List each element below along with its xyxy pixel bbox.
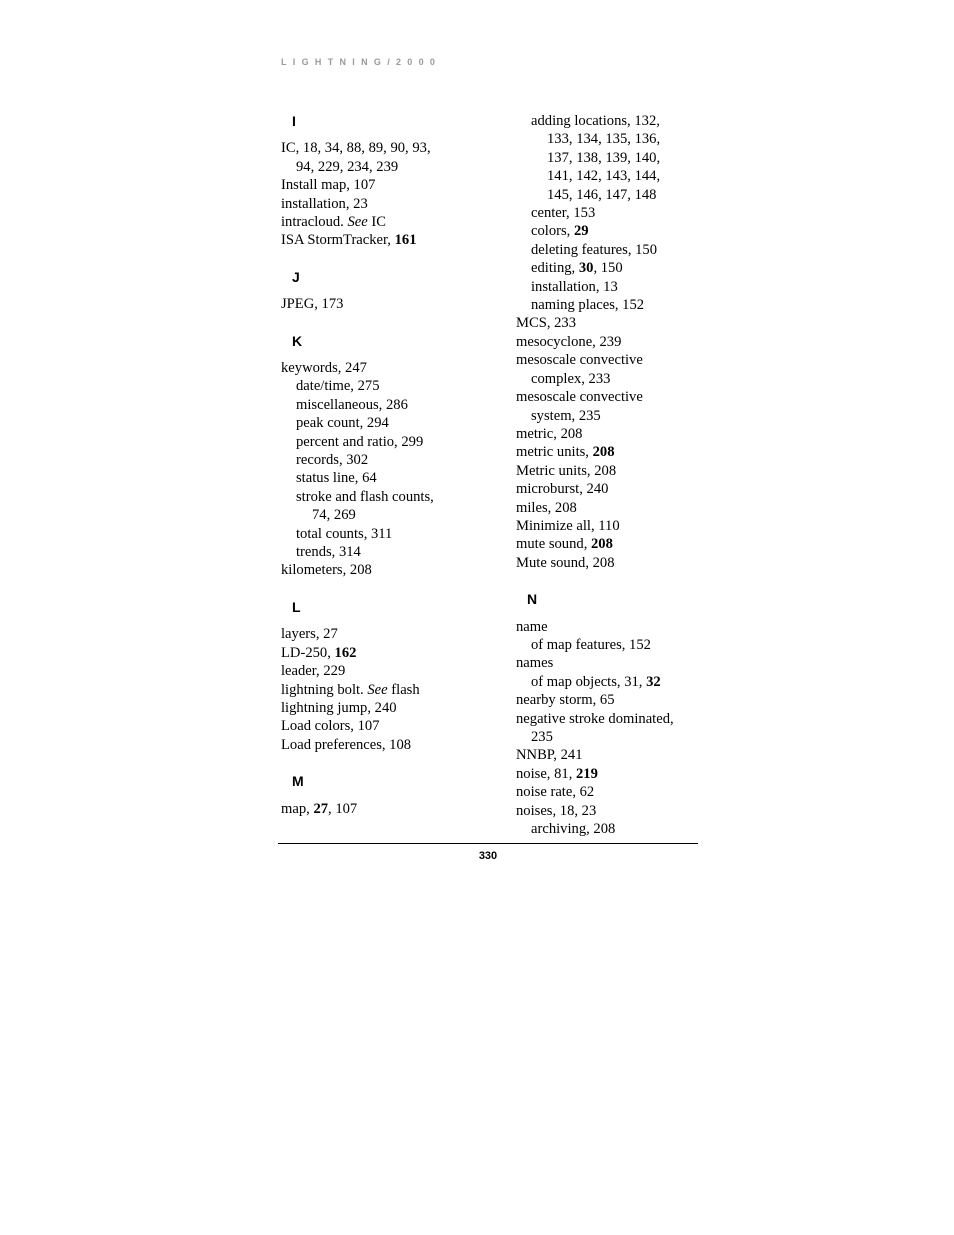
index-letter-heading: N (527, 591, 538, 608)
entry-text: microburst, 240 (516, 481, 609, 498)
entry-line (516, 783, 741, 801)
entry-line (281, 295, 506, 313)
section-spacer (281, 314, 506, 332)
entry-text: colors, (531, 223, 574, 240)
entry-continuation-line (281, 158, 506, 176)
entry-text: MCS, 233 (516, 315, 577, 332)
index-entry (281, 561, 506, 579)
index-subentry (516, 241, 741, 259)
entry-text: name (516, 618, 548, 635)
entry-text: NNBP, 241 (516, 747, 583, 764)
entry-line (516, 654, 741, 672)
see-reference: See (367, 681, 388, 698)
entry-text: naming places, 152 (531, 297, 645, 314)
section-spacer (281, 754, 506, 772)
bold-page-reference: 161 (394, 232, 417, 249)
entry-text: intracloud. (281, 214, 348, 231)
entry-line (516, 554, 741, 572)
index-subentry (516, 112, 741, 204)
index-entry (281, 644, 506, 662)
entry-line (516, 765, 741, 783)
index-subentry (281, 469, 506, 487)
entry-line (281, 176, 506, 194)
index-subentry (281, 433, 506, 451)
index-letter-heading: M (292, 773, 304, 790)
entry-text: date/time, 275 (296, 378, 380, 395)
entry-line (516, 462, 741, 480)
index-entry (516, 710, 741, 747)
index-entry (281, 662, 506, 680)
entry-line (281, 717, 506, 735)
entry-text: 145, 146, 147, 148 (547, 186, 657, 203)
heading-spacer (516, 609, 741, 618)
index-subentry (516, 636, 741, 654)
index-entry (516, 425, 741, 443)
index-subentry (281, 396, 506, 414)
see-reference: See (347, 214, 368, 231)
bold-page-reference: 32 (646, 673, 661, 690)
entry-line (516, 425, 741, 443)
entry-line (281, 736, 506, 754)
entry-line (281, 213, 506, 231)
entry-line (516, 296, 741, 314)
entry-text: names (516, 655, 554, 672)
entry-line (516, 746, 741, 764)
entry-text: total counts, 311 (296, 525, 393, 542)
entry-text: layers, 27 (281, 626, 338, 643)
footer-rule (278, 843, 698, 844)
index-letter-heading: J (292, 268, 300, 285)
index-entry (281, 681, 506, 699)
entry-text: percent and ratio, 299 (296, 433, 424, 450)
entry-text: stroke and flash counts, (296, 488, 434, 505)
index-entry (281, 717, 506, 735)
entry-text: , 150 (593, 260, 623, 277)
entry-text: lightning jump, 240 (281, 699, 397, 716)
entry-line (516, 480, 741, 498)
entry-text: Install map, 107 (281, 177, 376, 194)
entry-line (516, 259, 741, 277)
index-entry (516, 480, 741, 498)
heading-spacer (281, 616, 506, 625)
entry-text: map, (281, 800, 314, 817)
index-entry (516, 618, 741, 636)
entry-text: 133, 134, 135, 136, (547, 131, 661, 148)
entry-line (516, 673, 741, 691)
entry-text: IC (367, 214, 386, 231)
entry-continuation-line (516, 407, 741, 425)
entry-text: system, 235 (531, 407, 601, 424)
entry-text: Load colors, 107 (281, 718, 380, 735)
entry-text: 137, 138, 139, 140, (547, 149, 661, 166)
heading-spacer (281, 791, 506, 800)
entry-text: nearby storm, 65 (516, 692, 615, 709)
entry-line (516, 388, 741, 406)
entry-text: noises, 18, 23 (516, 802, 597, 819)
index-subentry (281, 488, 506, 525)
index-letter-heading: K (292, 332, 303, 349)
entry-continuation-line (516, 149, 741, 167)
entry-text: negative stroke dominated, (516, 710, 674, 727)
bold-page-reference: 27 (313, 800, 329, 817)
entry-text: metric, 208 (516, 425, 583, 442)
bold-page-reference: 30 (578, 260, 594, 277)
index-entry (281, 231, 506, 249)
index-subentry (516, 820, 741, 838)
entry-line (516, 691, 741, 709)
entry-text: mesoscale convective (516, 352, 643, 369)
entry-text: status line, 64 (296, 470, 377, 487)
entry-text: trends, 314 (296, 544, 361, 561)
index-entry (516, 746, 741, 764)
entry-line (516, 241, 741, 259)
index-entry (516, 535, 741, 553)
index-entry (281, 625, 506, 643)
entry-text: complex, 233 (531, 370, 611, 387)
page-number: 330 (478, 850, 498, 862)
index-entry (281, 213, 506, 231)
index-entry (516, 462, 741, 480)
running-header: LIGHTNING/2000 (281, 57, 442, 67)
entry-text: JPEG, 173 (281, 296, 344, 313)
entry-text: deleting features, 150 (531, 241, 658, 258)
index-column-left (281, 112, 506, 818)
entry-line (516, 535, 741, 553)
entry-text: kilometers, 208 (281, 562, 372, 579)
heading-spacer (281, 130, 506, 139)
entry-text: metric units, (516, 444, 593, 461)
entry-text: LD-250, (281, 644, 335, 661)
entry-text: records, 302 (296, 452, 369, 469)
entry-text: 94, 229, 234, 239 (296, 158, 399, 175)
entry-line (281, 139, 506, 157)
index-entry (516, 765, 741, 783)
index-entry (516, 783, 741, 801)
entry-text: leader, 229 (281, 663, 346, 680)
index-subentry (516, 296, 741, 314)
entry-line (281, 561, 506, 579)
index-subentry (516, 204, 741, 222)
entry-text: mesocyclone, 239 (516, 333, 622, 350)
index-entry (281, 699, 506, 717)
index-entry (516, 443, 741, 461)
index-subentry (281, 451, 506, 469)
entry-line (281, 359, 506, 377)
index-entry (281, 139, 506, 176)
entry-line (281, 377, 506, 395)
entry-text: flash (387, 681, 420, 698)
index-subentry (281, 414, 506, 432)
heading-spacer (281, 286, 506, 295)
entry-line (281, 543, 506, 561)
index-subentry (516, 259, 741, 277)
entry-line (516, 710, 741, 728)
entry-line (281, 699, 506, 717)
entry-line (281, 469, 506, 487)
index-entry (516, 691, 741, 709)
entry-text: installation, 23 (281, 195, 368, 212)
entry-continuation-line (516, 130, 741, 148)
entry-line (516, 351, 741, 369)
entry-line (516, 443, 741, 461)
entry-text: IC, 18, 34, 88, 89, 90, 93, (281, 140, 431, 157)
entry-line (516, 222, 741, 240)
index-entry (516, 351, 741, 388)
index-letter-heading: L (292, 598, 301, 615)
entry-text: noise, 81, (516, 765, 576, 782)
entry-line (516, 499, 741, 517)
index-entry (281, 736, 506, 754)
index-entry (516, 517, 741, 535)
bold-page-reference: 208 (592, 444, 615, 461)
entry-line (516, 636, 741, 654)
entry-text: Mute sound, 208 (516, 554, 615, 571)
entry-continuation-line (281, 506, 506, 524)
section-spacer (281, 250, 506, 268)
entry-line (516, 802, 741, 820)
index-entry (516, 654, 741, 672)
entry-line (516, 517, 741, 535)
index-subentry (281, 377, 506, 395)
entry-text: archiving, 208 (531, 821, 616, 838)
entry-text: 141, 142, 143, 144, (547, 168, 661, 185)
index-entry (281, 195, 506, 213)
entry-line (281, 525, 506, 543)
entry-line (281, 195, 506, 213)
entry-text: Load preferences, 108 (281, 736, 412, 753)
section-spacer (516, 572, 741, 590)
index-letter-heading: I (292, 113, 296, 129)
entry-text: , 107 (328, 800, 358, 817)
bold-page-reference: 219 (576, 765, 598, 782)
index-entry (281, 176, 506, 194)
entry-line (281, 433, 506, 451)
entry-line (281, 644, 506, 662)
index-entry (281, 295, 506, 313)
index-entry (516, 802, 741, 820)
entry-line (516, 278, 741, 296)
entry-text: center, 153 (531, 205, 596, 222)
entry-text: noise rate, 62 (516, 784, 595, 801)
index-entry (516, 333, 741, 351)
index-column-right (516, 112, 741, 838)
entry-continuation-line (516, 186, 741, 204)
entry-text: of map features, 152 (531, 636, 651, 653)
entry-line (281, 396, 506, 414)
entry-continuation-line (516, 167, 741, 185)
entry-continuation-line (516, 728, 741, 746)
entry-line (281, 414, 506, 432)
entry-text: miscellaneous, 286 (296, 396, 408, 413)
entry-text: mute sound, (516, 536, 591, 553)
index-subentry (516, 278, 741, 296)
index-subentry (516, 673, 741, 691)
entry-text: lightning bolt. (281, 681, 368, 698)
entry-line (281, 662, 506, 680)
entry-line (516, 204, 741, 222)
entry-line (516, 618, 741, 636)
entry-text: ISA StormTracker, (281, 232, 395, 249)
bold-page-reference: 162 (334, 644, 357, 661)
index-subentry (281, 525, 506, 543)
entry-line (516, 112, 741, 130)
entry-line (281, 681, 506, 699)
entry-text: mesoscale convective (516, 389, 643, 406)
entry-line (516, 333, 741, 351)
index-entry (516, 314, 741, 332)
entry-text: of map objects, 31, (531, 673, 647, 690)
index-entry (281, 359, 506, 377)
entry-text: editing, (531, 260, 579, 277)
entry-text: installation, 13 (531, 278, 618, 295)
entry-line (281, 625, 506, 643)
entry-text: 74, 269 (312, 507, 356, 524)
index-entry (516, 388, 741, 425)
entry-line (281, 231, 506, 249)
entry-line (281, 488, 506, 506)
entry-text: Metric units, 208 (516, 462, 617, 479)
index-subentry (281, 543, 506, 561)
entry-text: keywords, 247 (281, 360, 367, 377)
entry-text: adding locations, 132, (531, 113, 660, 129)
entry-line (281, 800, 506, 818)
section-spacer (281, 580, 506, 598)
entry-text: miles, 208 (516, 499, 577, 516)
entry-line (516, 820, 741, 838)
index-subentry (516, 222, 741, 240)
entry-continuation-line (516, 370, 741, 388)
entry-line (281, 451, 506, 469)
index-entry (516, 554, 741, 572)
entry-text: Minimize all, 110 (516, 517, 620, 534)
entry-text: peak count, 294 (296, 415, 389, 432)
index-entry (281, 800, 506, 818)
heading-spacer (281, 350, 506, 359)
entry-line (516, 314, 741, 332)
bold-page-reference: 29 (573, 223, 589, 240)
index-entry (516, 499, 741, 517)
bold-page-reference: 208 (591, 536, 613, 553)
entry-text: 235 (531, 728, 553, 745)
